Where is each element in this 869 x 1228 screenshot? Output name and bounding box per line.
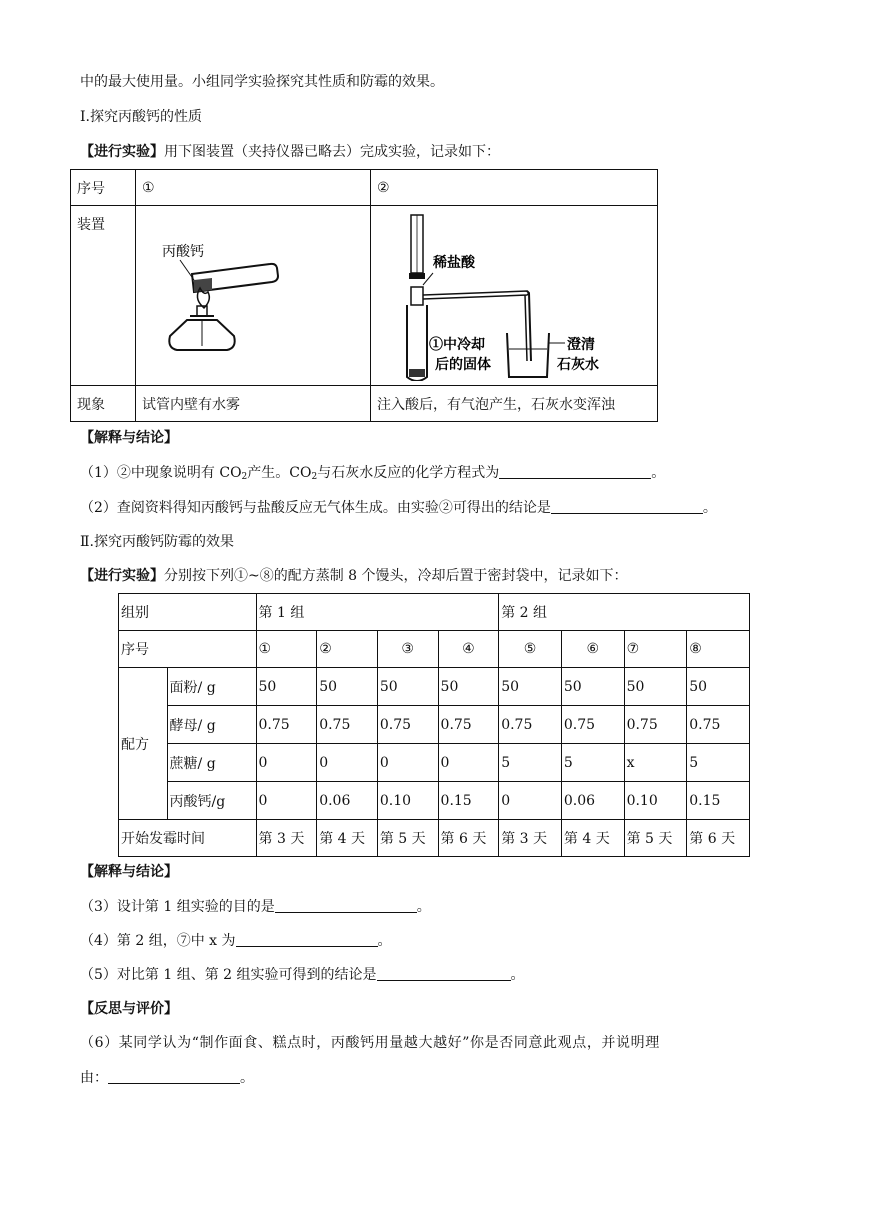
apparatus-table xyxy=(70,169,658,422)
mold-row: 开始发霉时间 第 3 天 第 4 天 第 5 天 第 6 天 第 3 天 第 4 天 第 5 天 第 6 天 xyxy=(119,820,750,857)
table-row: 酵母/ g 0.75 0.75 0.75 0.75 0.75 0.75 0.75 0.75 xyxy=(119,706,750,744)
recipe-label: 配方 xyxy=(119,668,168,820)
seq-label: 序号 xyxy=(119,631,257,668)
apparatus-heating xyxy=(136,206,371,386)
explain-tag-1: 【解释与结论】 xyxy=(80,430,178,446)
answer-blank-2[interactable] xyxy=(551,499,703,514)
seq-row: 序号 ① ② ③ ④ ⑤ ⑥ ⑦ ⑧ xyxy=(119,631,750,668)
reflect-tag: 【反思与评价】 xyxy=(80,1001,178,1017)
mold-label: 开始发霉时间 xyxy=(119,820,257,857)
section2-heading: Ⅱ.探究丙酸钙防霉的效果 xyxy=(80,534,234,550)
phenomenon-1: 试管内壁有水雾 xyxy=(136,386,371,422)
row-phenomenon-label: 现象 xyxy=(71,386,136,422)
row-apparatus-label: 装置 xyxy=(71,206,136,386)
fig2-lime-label-2: 石灰水 xyxy=(557,356,599,373)
fig1-label: 丙酸钙 xyxy=(162,243,204,260)
question-6-line-2: 由： 。 xyxy=(80,1070,254,1086)
question-4: （4）第 2 组，⑦中 x 为 。 xyxy=(80,933,392,949)
fig2-lime-label-1: 澄清 xyxy=(567,336,595,353)
question-2: （2）查阅资料得知丙酸钙与盐酸反应无气体生成。由实验②可得出的结论是 。 xyxy=(80,500,717,516)
question-1: （1）②中现象说明有 $CO_2$产生。$CO_2$与石灰水反应的化学方程式为 。 xyxy=(80,465,666,482)
explain-tag-2: 【解释与结论】 xyxy=(80,864,178,880)
question-5: （5）对比第 1 组、第 2 组实验可得到的结论是 。 xyxy=(80,967,525,983)
experiment-tag: 【进行实验】 xyxy=(80,144,164,160)
fig2-solid-label-1: ①中冷却 xyxy=(429,336,485,353)
section1-heading: I.探究丙酸钙的性质 xyxy=(80,109,202,125)
mold-table xyxy=(118,593,750,857)
table-row: 蔗糖/ g 0 0 0 0 5 5 x 5 xyxy=(119,744,750,782)
table-row: 丙酸钙/g 0 0.06 0.10 0.15 0 0.06 0.10 0.15 xyxy=(119,782,750,820)
col2-header: ② xyxy=(371,170,658,206)
answer-blank-6[interactable] xyxy=(108,1069,240,1084)
phenomenon-2: 注入酸后，有气泡产生，石灰水变浑浊 xyxy=(371,386,658,422)
group-label: 组别 xyxy=(119,594,257,631)
experiment-text: 用下图装置（夹持仪器已略去）完成实验，记录如下： xyxy=(164,144,500,160)
fig2-acid-label: 稀盐酸 xyxy=(433,254,475,271)
group-2: 第 2 组 xyxy=(499,594,750,631)
gas-test-apparatus-figure xyxy=(377,211,647,381)
question-3: （3）设计第 1 组实验的目的是 。 xyxy=(80,899,431,915)
answer-blank-5[interactable] xyxy=(377,966,511,981)
intro-text: 中的最大使用量。小组同学实验探究其性质和防霉的效果。 xyxy=(80,74,444,90)
answer-blank-1[interactable] xyxy=(499,464,651,479)
table-row: 配方 面粉/ g 50 50 50 50 50 50 50 50 xyxy=(119,668,750,706)
answer-blank-4[interactable] xyxy=(236,932,378,947)
answer-blank-3[interactable] xyxy=(275,898,417,913)
fig2-solid-label-2: 后的固体 xyxy=(435,356,491,373)
group-1: 第 1 组 xyxy=(256,594,499,631)
apparatus-gas-test xyxy=(371,206,658,386)
heating-apparatus-figure xyxy=(142,236,302,356)
section2-experiment-line: 【进行实验】分别按下列①~⑧的配方蒸制 8 个馒头，冷却后置于密封袋中，记录如下： xyxy=(80,568,628,584)
question-6-line-1: （6）某同学认为“制作面食、糕点时，丙酸钙用量越大越好”你是否同意此观点，并说明理 xyxy=(80,1035,660,1051)
col1-header: ① xyxy=(136,170,371,206)
section1-experiment-line xyxy=(80,142,500,162)
col-label: 序号 xyxy=(71,170,136,206)
